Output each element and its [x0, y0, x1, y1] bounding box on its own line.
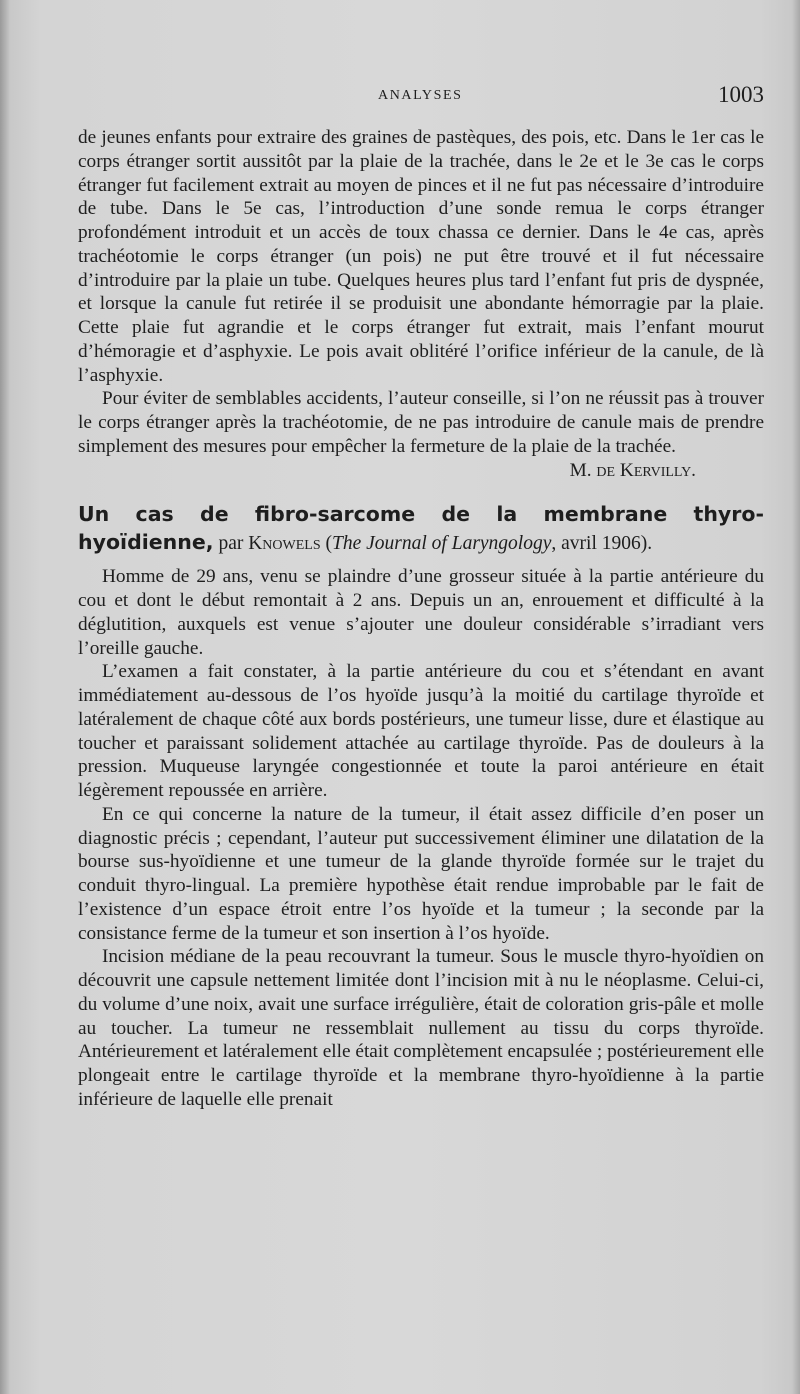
signature-name: Kervilly. — [615, 459, 696, 481]
article-title — [78, 501, 764, 557]
article-title-text: Un cas de fibro-sarcome de la membrane thyro-hyoïdienne, — [78, 502, 764, 555]
signature-particle: de — [596, 459, 616, 481]
scan-shadow-left — [0, 0, 10, 1394]
signature-initial: M. — [569, 459, 597, 481]
author-signature — [78, 459, 764, 483]
page-number: 1003 — [718, 82, 764, 107]
citation-open: ( — [320, 533, 333, 555]
running-head: ANALYSES — [378, 88, 463, 103]
body-text — [78, 126, 764, 1112]
paragraph-examination: L’examen a fait constater, à la partie antérieure du cou et s’étendant en avant immédiatement au-dessous de l’os hyoïde jusqu’à la moitié du cartilage thyroïde et latéralement de chaque côté aux bords postérieurs, une tumeur lisse, dure et élastique au toucher et paraissant solidement attachée au cartilage thyroïde. Pas de douleurs à la pression. Muqueuse laryngée congestionnée et toute la paroi antérieure en était légèrement repoussée en arrière. — [78, 661, 764, 801]
paragraph-case-history: Homme de 29 ans, venu se plaindre d’une grosseur située à la partie antérieure du cou et dont le début remontait à 2 ans. Depuis un an, enrouement et difficulté à la déglutition, auxquels est venue s’ajouter une douleur considérable s’irradiant vers l’oreille gauche. — [78, 566, 764, 659]
article-author: Knowels — [248, 533, 321, 555]
paragraph-continued: de jeunes enfants pour extraire des graines de pastèques, des pois, etc. Dans le 1er cas le corps étranger sortit aussitôt par la plaie de la trachée, dans le 2e et le 3e cas le corps étranger fut facilement extrait au moyen de pinces et il ne fut pas nécessaire d’introduire de tube. Dans le 5e cas, l’introduction d’une sonde remua le corps étranger profondément introduit et un accès de toux chassa ce dernier. Dans le 4e cas, après trachéotomie le corps étranger (un pois) ne put être trouvé et il fut nécessaire d’introduire par la plaie un tube. Quelques heures plus tard l’enfant fut pris de dyspnée, et lorsque la canule fut retirée il se produisit une abondante hémorragie par la plaie. Cette plaie fut agrandie et le corps étranger fut extrait, mais l’enfant mourut d’hémoragie et d’asphyxie. Le pois avait oblitéré l’orifice inférieur de la canule, de là l’asphyxie. — [78, 127, 764, 386]
byline-prefix: par — [213, 533, 249, 555]
journal-name: The Journal of Laryngology — [332, 533, 552, 555]
paragraph-diagnosis: En ce qui concerne la nature de la tumeur, il était assez difficile d’en poser un diagnostic précis ; cependant, l’auteur put successivement éliminer une dilatation de la bourse sus-hyoïdienne et une tumeur de la glande thyroïde formée sur le trajet du conduit thyro-lingual. La première hypothèse était rendue improbable par le fait de l’existence d’un espace étroit entre l’os hyoïde et la tumeur ; la seconde par la consistance ferme de la tumeur et son insertion à l’os hyoïde. — [78, 803, 764, 944]
paragraph-surgery: Incision médiane de la peau recouvrant la tumeur. Sous le muscle thyro-hyoïdien on découvrit une capsule nettement limitée dont l’incision mit à nu le néoplasme. Celui-ci, du volume d’une noix, avait une surface irrégulière, était de coloration gris-pâle et molle au toucher. La tumeur ne ressemblait nullement au tissu du corps thyroïde. Antérieurement et latéralement elle était complètement encapsulée ; postérieurement elle plongeait entre le cartilage thyroïde et la membrane thyro-hyoïdienne à la partie inférieure de laquelle elle prenait — [78, 946, 764, 1110]
scan-shadow-right — [792, 0, 800, 1394]
paragraph-recommendation: Pour éviter de semblables accidents, l’auteur conseille, si l’on ne réussit pas à trouver le corps étranger après la trachéotomie, de ne pas introduire de canule mais de prendre simplement des mesures pour empêcher la fermeture de la plaie de la trachée. — [78, 388, 764, 457]
page-header — [78, 82, 764, 112]
citation-close: , avril 1906). — [551, 533, 653, 555]
